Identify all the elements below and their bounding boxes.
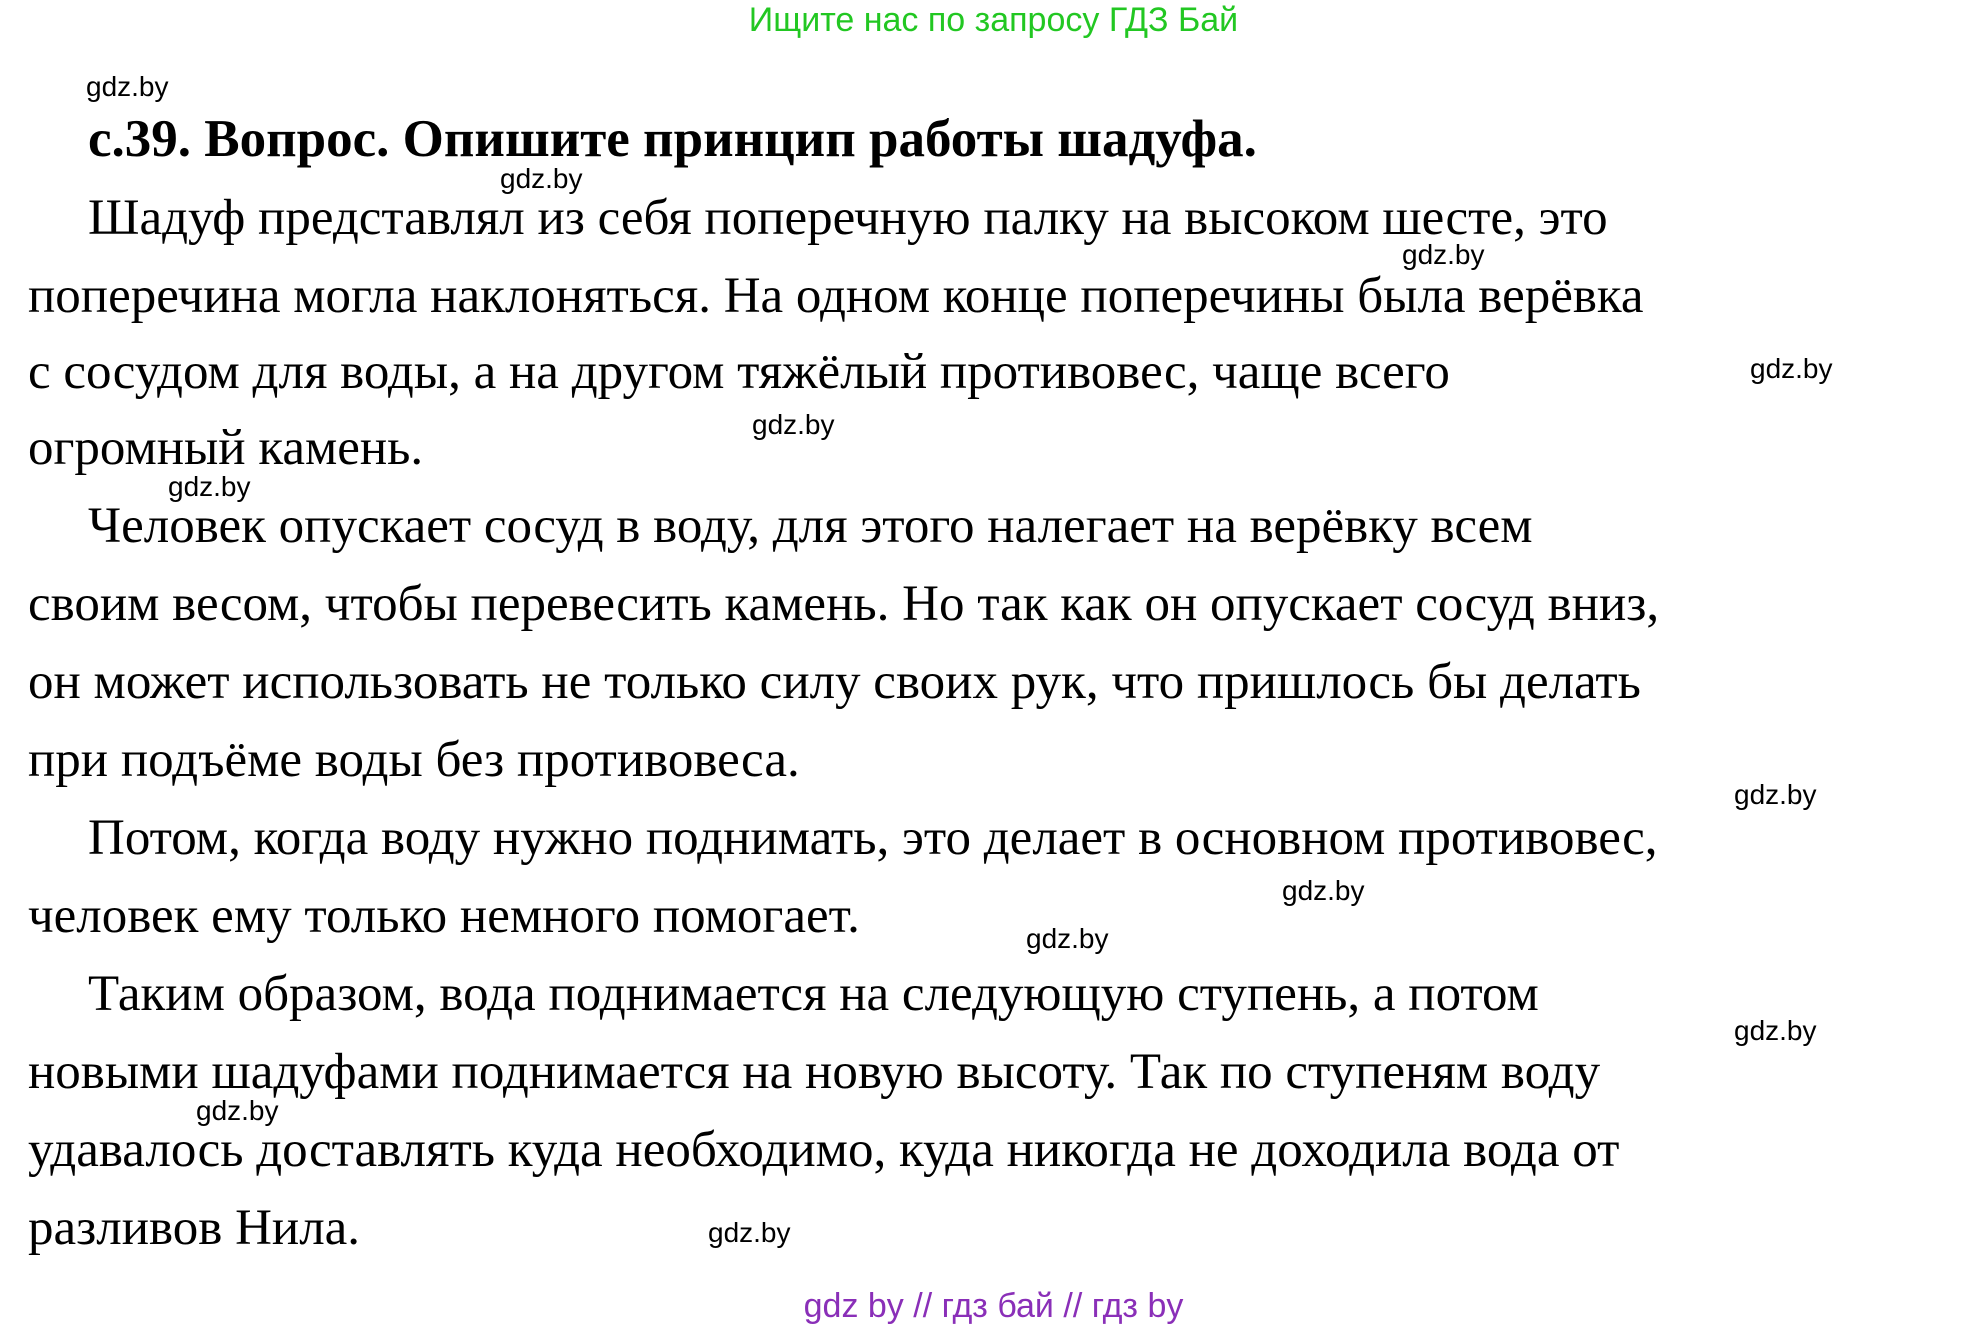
watermark: gdz.by	[1750, 353, 1833, 384]
footer-links: gdz by // гдз бай // гдз by	[803, 1287, 1184, 1325]
text-line: Человек опускает сосуд в воду, для этого налегает на верёвку всем	[88, 498, 1533, 554]
text-line: поперечина могла наклоняться. На одном конце поперечины была верёвка	[28, 268, 1644, 324]
text-line: при подъёме воды без противовеса.	[28, 732, 800, 788]
page-title: с.39. Вопрос. Опишите принцип работы шадуфа.	[88, 110, 1257, 168]
text-line: новыми шадуфами поднимается на новую высоту. Так по ступеням воду	[28, 1044, 1601, 1100]
text-line: Шадуф представлял из себя поперечную палку на высоком шесте, это	[88, 190, 1608, 246]
watermark: gdz.by	[752, 409, 835, 440]
text-line: человек ему только немного помогает.	[28, 888, 860, 944]
text-line: удавалось доставлять куда необходимо, куда никогда не доходила вода от	[28, 1122, 1620, 1178]
watermark: gdz.by	[1282, 875, 1365, 906]
watermark: gdz.by	[86, 71, 169, 102]
text-line: разливов Нила.	[28, 1200, 361, 1256]
watermark: gdz.by	[1734, 1015, 1817, 1046]
watermark: gdz.by	[1734, 779, 1817, 810]
text-line: своим весом, чтобы перевесить камень. Но так как он опускает сосуд вниз,	[28, 576, 1660, 632]
text-line: Потом, когда воду нужно поднимать, это делает в основном противовес,	[88, 810, 1658, 866]
top-banner: Ищите нас по запросу ГДЗ Бай	[748, 1, 1239, 39]
text-line: с сосудом для воды, а на другом тяжёлый противовес, чаще всего	[28, 344, 1450, 400]
watermark: gdz.by	[196, 1095, 279, 1126]
text-line: он может использовать не только силу своих рук, что пришлось бы делать	[28, 654, 1641, 710]
watermark: gdz.by	[1026, 923, 1109, 954]
watermark: gdz.by	[168, 471, 251, 502]
text-line: огромный камень.	[28, 420, 424, 476]
watermark: gdz.by	[1402, 239, 1485, 270]
watermark: gdz.by	[708, 1217, 791, 1248]
text-line: Таким образом, вода поднимается на следующую ступень, а потом	[88, 966, 1539, 1022]
watermark: gdz.by	[500, 163, 583, 194]
